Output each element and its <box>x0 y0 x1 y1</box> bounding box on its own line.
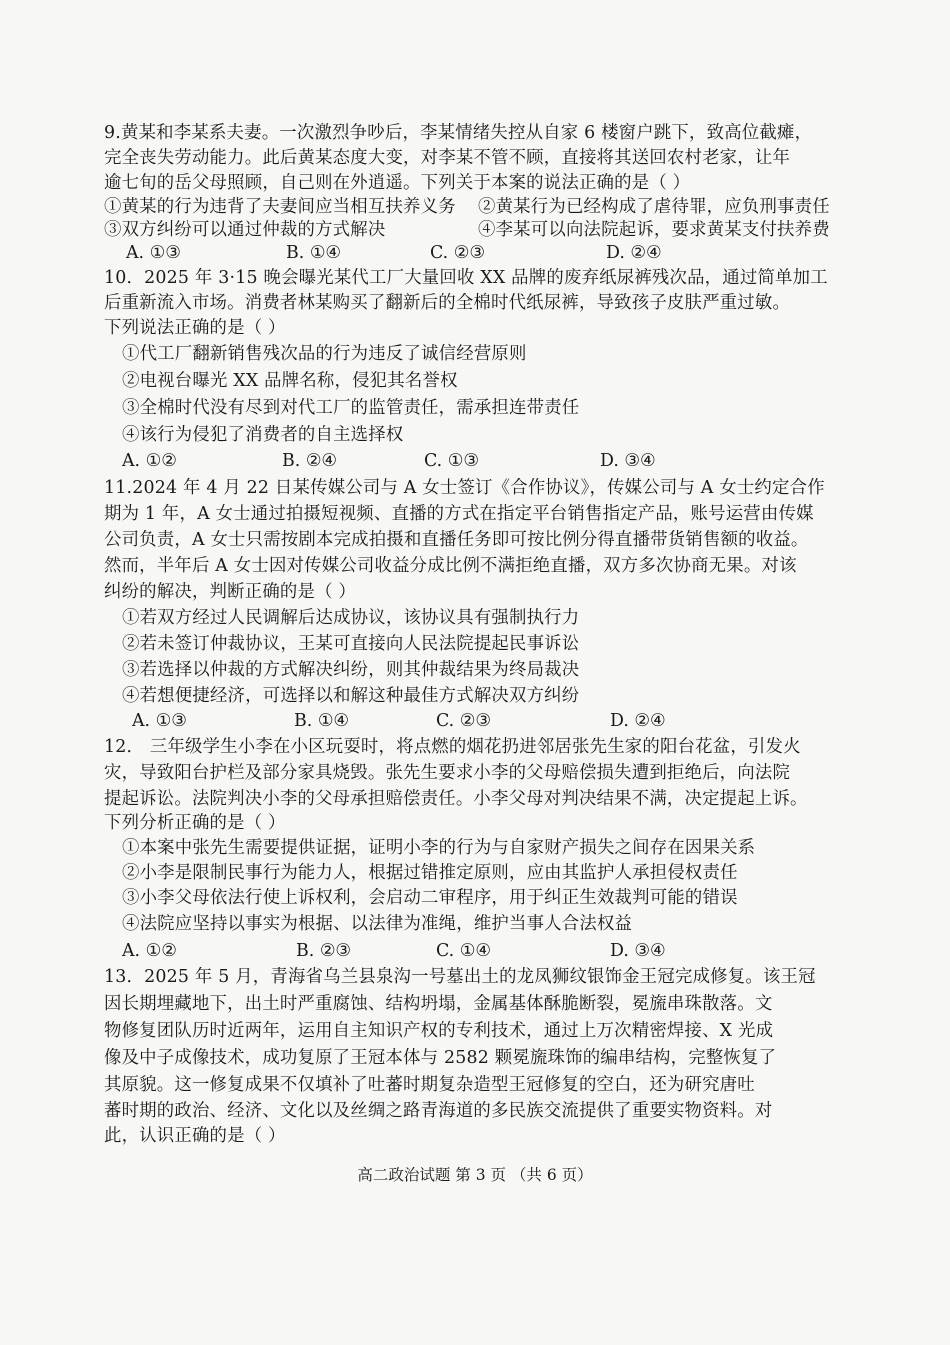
answer-option-d: D. ③④ <box>610 941 666 961</box>
question-stem-line: 后重新流入市场。消费者林某购买了翻新后的全棉时代纸尿裤，导致孩子皮肤严重过敏。 <box>104 293 791 313</box>
statement-item: ③若选择以仲裁的方式解决纠纷，则其仲裁结果为终局裁决 <box>122 660 580 680</box>
question-stem-line: 10．2025 年 3·15 晚会曝光某代工厂大量回收 XX 品牌的废弃纸尿裤残次品，通过简单加工 <box>104 268 828 288</box>
answer-option-a: A. ①③ <box>132 711 187 731</box>
answer-option-c: C. ①③ <box>424 451 479 471</box>
statement-item: ④李某可以向法院起诉，要求黄某支付扶养费 <box>478 220 830 240</box>
question-stem-line: 下列分析正确的是（ ） <box>104 813 286 833</box>
answer-option-d: D. ②④ <box>606 243 662 263</box>
question-stem-line: 然而，半年后 A 女士因对传媒公司收益分成比例不满拒绝直播，双方多次协商无果。对该 <box>104 556 797 576</box>
answer-option-a: A. ①② <box>122 941 177 961</box>
statement-item: ②电视台曝光 XX 品牌名称，侵犯其名誉权 <box>122 371 458 391</box>
page-footer: 高二政治试题 第 3 页 （共 6 页） <box>357 1166 593 1184</box>
answer-option-c: C. ①④ <box>436 941 491 961</box>
statement-item: ②若未签订仲裁协议，王某可直接向人民法院提起民事诉讼 <box>122 634 580 654</box>
statement-item: ④法院应坚持以事实为根据、以法律为准绳，维护当事人合法权益 <box>122 914 633 934</box>
question-stem-line: 公司负责，A 女士只需按剧本完成拍摄和直播任务即可按比例分得直播带货销售额的收益。 <box>104 530 809 550</box>
question-stem-line: 因长期埋藏地下，出土时严重腐蚀、结构坍塌，金属基体酥脆断裂，冕旒串珠散落。文 <box>104 994 773 1014</box>
question-stem-line: 13．2025 年 5 月，青海省乌兰县泉沟一号墓出土的龙凤狮纹银饰金王冠完成修复。该王冠 <box>104 967 816 987</box>
answer-option-b: B. ②④ <box>282 451 338 471</box>
statement-item: ③小李父母依法行使上诉权利，会启动二审程序，用于纠正生效裁判可能的错误 <box>122 888 738 908</box>
question-stem-line: 蕃时期的政治、经济、文化以及丝绸之路青海道的多民族交流提供了重要实物资料。对 <box>104 1101 773 1121</box>
answer-option-b: B. ②③ <box>296 941 352 961</box>
answer-option-c: C. ②③ <box>430 243 485 263</box>
answer-option-a: A. ①③ <box>126 243 181 263</box>
question-stem-line: 其原貌。这一修复成果不仅填补了吐蕃时期复杂造型王冠修复的空白，还为研究唐吐 <box>104 1075 755 1095</box>
answer-option-d: D. ③④ <box>600 451 656 471</box>
answer-option-d: D. ②④ <box>610 711 666 731</box>
question-stem-line: 像及中子成像技术，成功复原了王冠本体与 2582 颗冕旒珠饰的编串结构，完整恢复了 <box>104 1048 777 1068</box>
question-stem-line: 12． 三年级学生小李在小区玩耍时，将点燃的烟花扔进邻居张先生家的阳台花盆，引发火 <box>104 737 801 757</box>
statement-item: ①代工厂翻新销售残次品的行为违反了诚信经营原则 <box>122 344 527 364</box>
statement-item: ①若双方经过人民调解后达成协议，该协议具有强制执行力 <box>122 608 580 628</box>
question-stem-line: 下列说法正确的是（ ） <box>104 318 286 338</box>
question-stem-line: 完全丧失劳动能力。此后黄某态度大变，对李某不管不顾，直接将其送回农村老家，让年 <box>104 148 791 168</box>
answer-option-a: A. ①② <box>122 451 177 471</box>
statement-item: ②黄某行为已经构成了虐待罪，应负刑事责任 <box>478 197 830 217</box>
question-stem-line: 期为 1 年，A 女士通过拍摄短视频、直播的方式在指定平台销售指定产品，账号运营由传媒 <box>104 504 814 524</box>
statement-item: ④该行为侵犯了消费者的自主选择权 <box>122 425 404 445</box>
statement-item: ①本案中张先生需要提供证据，证明小李的行为与自家财产损失之间存在因果关系 <box>122 838 756 858</box>
answer-option-c: C. ②③ <box>436 711 491 731</box>
question-stem-line: 此，认识正确的是（ ） <box>104 1126 286 1146</box>
question-stem-line: 11.2024 年 4 月 22 日某传媒公司与 A 女士签订《合作协议》，传媒公司与 A 女士约定合作 <box>104 478 825 498</box>
question-stem-line: 灾，导致阳台护栏及部分家具烧毁。张先生要求小李的父母赔偿损失遭到拒绝后，向法院 <box>104 763 791 783</box>
answer-option-b: B. ①④ <box>294 711 350 731</box>
statement-item: ①黄某的行为违背了夫妻间应当相互扶养义务 <box>104 197 456 217</box>
question-stem-line: 物修复团队历时近两年，运用自主知识产权的专利技术，通过上万次精密焊接、X 光成 <box>104 1021 774 1041</box>
question-stem-line: 逾七旬的岳父母照顾，自己则在外逍遥。下列关于本案的说法正确的是（ ） <box>104 173 691 193</box>
question-stem-line: 纠纷的解决，判断正确的是（ ） <box>104 582 356 602</box>
statement-item: ③全棉时代没有尽到对代工厂的监管责任，需承担连带责任 <box>122 398 580 418</box>
statement-item: ②小李是限制民事行为能力人，根据过错推定原则，应由其监护人承担侵权责任 <box>122 863 738 883</box>
question-stem-line: 提起诉讼。法院判决小李的父母承担赔偿责任。小李父母对判决结果不满，决定提起上诉。 <box>104 789 808 809</box>
statement-item: ③双方纠纷可以通过仲裁的方式解决 <box>104 220 386 240</box>
question-stem-line: 9.黄某和李某系夫妻。一次激烈争吵后，李某情绪失控从自家 6 楼窗户跳下，致高位截瘫， <box>104 123 813 143</box>
statement-item: ④若想便捷经济，可选择以和解这种最佳方式解决双方纠纷 <box>122 686 580 706</box>
answer-option-b: B. ①④ <box>286 243 342 263</box>
